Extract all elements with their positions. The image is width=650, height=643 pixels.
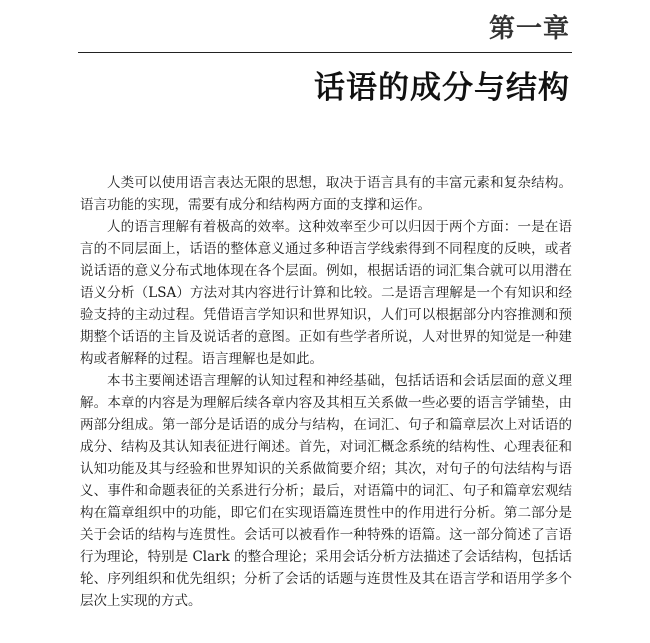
chapter-title: 话语的成分与结构 (314, 70, 570, 106)
paragraph-3: 本书主要阐述语言理解的认知过程和神经基础，包括话语和会话层面的意义理解。本章的内容是为理解后续各章内容及其相互关系做一些必要的语言学铺垫，由两部分组成。第一部分是话语的成分与结构，在词汇、句子和篇章层次上对话语的成分、结构及其认知表征进行阐述。首先，对词汇概念系统的结构性、心理表征和认知功能及其与经验和世界知识的关系做简要介绍；其次，对句子的句法结构与语义、事件和命题表征的关系进行分析；最后，对语篇中的词汇、句子和篇章宏观结构在篇章组织中的功能，即它们在实现语篇连贯性中的作用进行分析。第二部分是关于会话的结构与连贯性。会话可以被看作一种特殊的语篇。这一部分简述了言语行为理论，特别是 Clark 的整合理论；采用会话分析方法描述了会话结构，包括话轮、序列组织和优先组织；分析了会话的话题与连贯性及其在语言学和语用学多个层次上实现的方式。 (80, 373, 572, 609)
paragraph-2: 人的语言理解有着极高的效率。这种效率至少可以归因于两个方面：一是在语言的不同层面上，话语的整体意义通过多种语言学线索得到不同程度的反映，或者说话语的意义分布式地体现在各个层面。例如，根据话语的词汇集合就可以用潜在语义分析（LSA）方法对其内容进行计算和比较。二是语言理解是一个有知识和经验支持的主动过程。凭借语言学知识和世界知识，人们可以根据部分内容推测和预期整个话语的主旨及说话者的意图。正如有些学者所说，人对世界的知觉是一种建构或者解释的过程。语言理解也是如此。 (80, 219, 572, 367)
chapter-label: 第一章 (488, 14, 570, 44)
paragraph-1: 人类可以使用语言表达无限的思想，取决于语言具有的丰富元素和复杂结构。语言功能的实现，需要有成分和结构两方面的支撑和运作。 (80, 175, 572, 213)
body-text (80, 172, 572, 612)
chapter-divider (78, 52, 572, 53)
